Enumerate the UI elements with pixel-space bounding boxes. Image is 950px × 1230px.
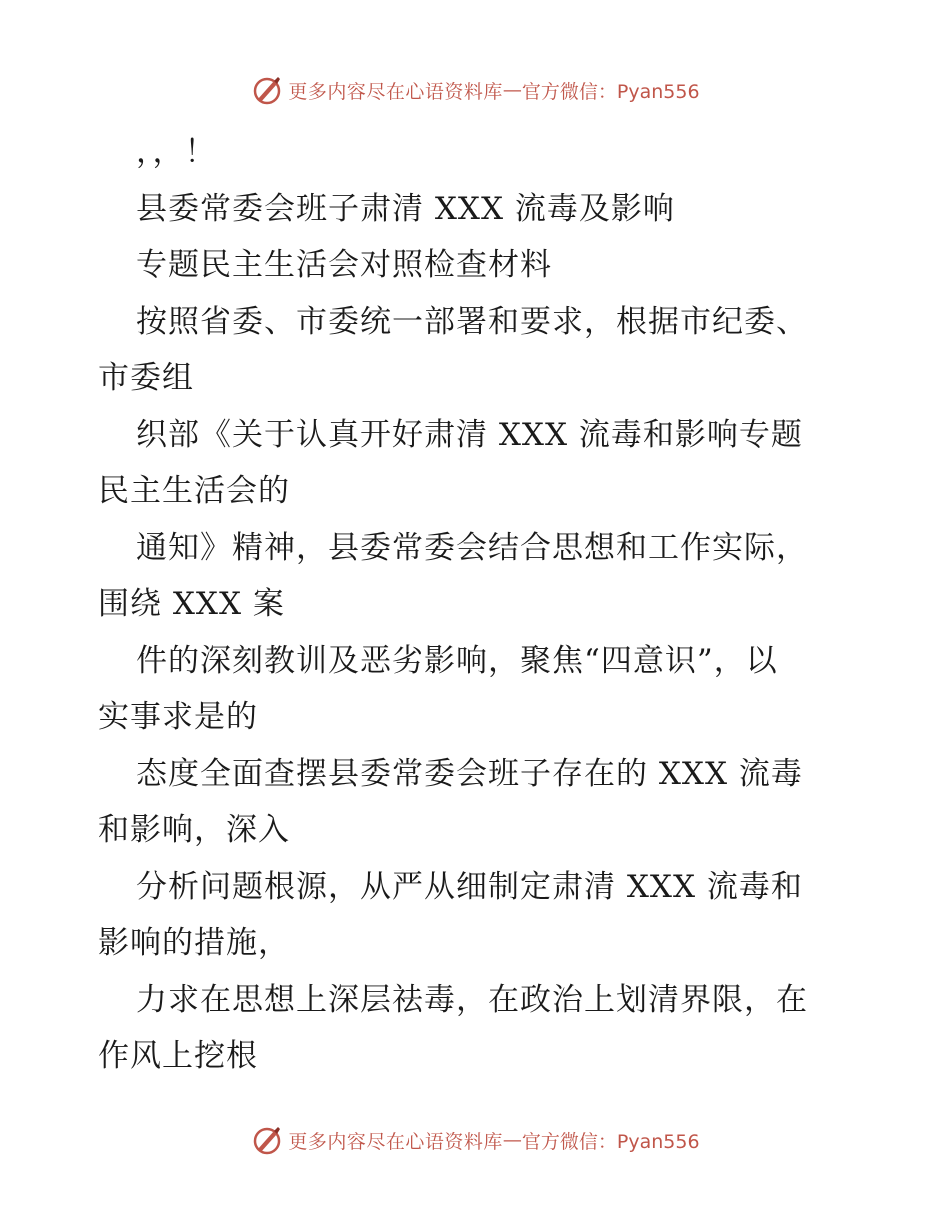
doc-line: 分析问题根源，从严从细制定肃清 XXX 流毒和 [136, 868, 803, 905]
footer-wechat: 官方微信：Pyan556 [521, 1130, 700, 1153]
doc-line: 围绕 XXX 案 [98, 586, 285, 622]
doc-line: 通知》精神，县委常委会结合思想和工作实际， [136, 529, 808, 566]
footer-banner [0, 1120, 950, 1160]
doc-line: 影响的措施， [98, 925, 290, 961]
doc-line: 实事求是的 [98, 699, 258, 735]
header-separator: — [502, 79, 522, 101]
doc-line: 力求在思想上深层祛毒，在政治上划清界限，在 [136, 981, 808, 1018]
doc-line: 按照省委、市委统一部署和要求，根据市纪委、 [136, 303, 808, 340]
doc-line: 市委组 [98, 360, 194, 396]
footer-separator: — [502, 1129, 522, 1151]
doc-line: 和影响，深入 [98, 812, 290, 848]
doc-line: ，，！ [136, 134, 217, 170]
pen-logo-icon [250, 73, 284, 107]
doc-line: 态度全面查摆县委常委会班子存在的 XXX 流毒 [136, 755, 803, 792]
pen-logo-icon [250, 1123, 284, 1157]
header-banner [0, 70, 950, 110]
doc-title: 县委常委会班子肃清 XXX 流毒及影响 [136, 190, 675, 227]
header-brand: 更多内容尽在心语资料库 [288, 80, 503, 103]
document-body [98, 124, 858, 1085]
header-wechat: 官方微信：Pyan556 [521, 80, 700, 103]
doc-line: 织部《关于认真开好肃清 XXX 流毒和影响专题 [136, 416, 803, 453]
doc-subtitle: 专题民主生活会对照检查材料 [136, 247, 552, 283]
doc-line: 件的深刻教训及恶劣影响，聚焦“四意识”，以 [136, 642, 778, 679]
footer-brand: 更多内容尽在心语资料库 [288, 1130, 503, 1153]
doc-line: 民主生活会的 [98, 473, 290, 509]
doc-line: 作风上挖根 [98, 1038, 258, 1074]
